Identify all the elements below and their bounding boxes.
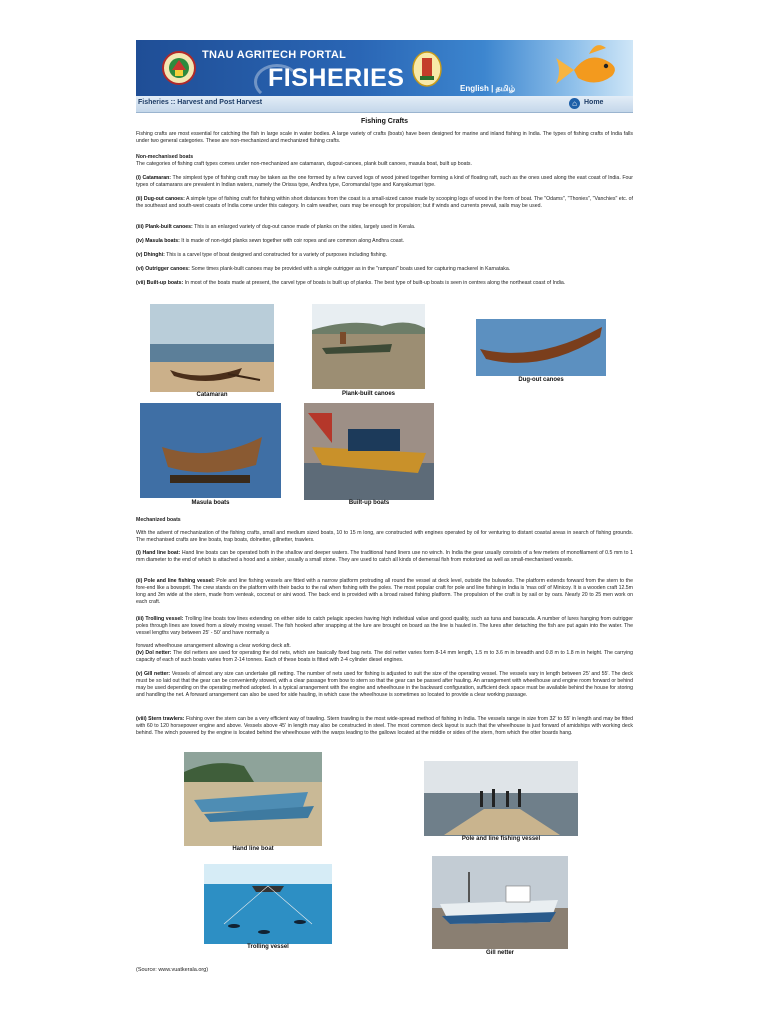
item-text: It is made of non-rigid planks sewn together with coir ropes and are common along Andhra coast.: [179, 238, 405, 244]
caption-hand-line: Hand line boat: [232, 846, 274, 852]
caption-gill-netter: Gill netter: [485, 950, 514, 956]
item-label: (vii) Built-up boats:: [136, 280, 184, 286]
item-text: The simplest type of fishing craft may be taken as the one formed by a few curved logs of wood joined together forming a kind of floating raft, such as the ones used along the east coast of India. Four types of catamarans are prevalent in Indian waters, namely the Orissa type, Andhra type, Coromandal type and Kanyakumari type.: [136, 175, 633, 188]
catamaran-photo: [150, 304, 274, 392]
mech-item: [136, 616, 633, 637]
item-text: In most of the boats made at present, the carvel type of boats is built up of planks. The best type of built-up boats is seen in centres along the northeast coast of India.: [183, 280, 566, 286]
gill-netter-photo: [432, 856, 568, 949]
mech-item: [136, 650, 633, 664]
item-label: (v) Gill netter:: [136, 671, 171, 677]
caption-plank-built: Plank-built canoes: [341, 391, 395, 397]
item-label: (iii) Plank-built canoes:: [136, 224, 193, 230]
item-text: The dol netters are used for operating the dol nets, which are basically fixed bag nets. The dol netter varies form 8-14 mm length, 1.5 m to 3.6 m in breadth and 0.8 m to 1.8 m in height. The carrying capacity of each of such boats varies from 2-14 tonnes. Each of these boats is fitted with 2-4 cylinder diesel engines.: [136, 650, 633, 663]
source-note: (Source: www.vuatkerala.org): [136, 967, 209, 973]
item-text: Vessels of almost any size can undertake gill netting. The number of nets used for fishing is adjusted to suit the size of the operating vessel. The vessels vary in length between 25' and 55'. The deck must be so laid out that the gear can be conveniently stowed, with a clear passage from bow to stern so that the gear can be passed after hauling. An arrangement with wheelhouse and engine room forward or behind may be used depending on the operating method adopted. In a typical arrangement with the engine and wheelhouse in the backward configuration, sufficient deck space must be available behind the house for storing and handling the net. A forward arrangement can also be used for side hauling, in which case the wheelhouse is sometimes so located to provide a clear working passage.: [136, 671, 633, 698]
nonmech-intro: The categories of fishing craft types comes under non-mechanized are catamaran, dugout-canoes, plank built canoes, masula boat, built up boats.: [136, 161, 472, 167]
item-label: (ii) Dug-out canoes:: [136, 196, 185, 202]
nonmech-item: [136, 280, 633, 287]
nonmech-item: [136, 238, 633, 245]
item-label: (iv) Masula boats:: [136, 238, 180, 244]
state-emblem-icon: [412, 50, 442, 88]
item-text: A simple type of fishing craft for fishing within short distances from the coast is a small-sized canoe made by scooping logs of wood in the form of boat. The "Odams", "Thonies", "Vanchies" etc. of the southeast and south-west coasts of India come under this category. In calm weather, oars may be enough for propulsion; but if winds and currents prevail, sails may be used.: [136, 196, 633, 209]
item-label: (i) Hand line boat:: [136, 550, 181, 556]
lang-separator: |: [488, 84, 496, 93]
item-text: This is a carvel type of boat designed and constructed for a variety of purposes including fishing.: [164, 252, 388, 258]
nonmech-item: [136, 175, 633, 189]
trolling-vessel-photo: [204, 864, 332, 944]
nonmech-item: [136, 266, 633, 273]
nonmech-heading: Non-mechanised boats: [136, 154, 194, 160]
dugout-canoe-photo: [476, 319, 606, 376]
masula-boat-photo: [140, 403, 281, 498]
caption-pole-line: Pole and line fishing vessel: [461, 836, 541, 842]
header-banner: [136, 40, 633, 96]
caption-built-up: Built-up boats: [348, 500, 390, 506]
mech-heading: Mechanized boats: [136, 517, 181, 523]
mech-intro: With the advent of mechanization of the fishing crafts, small and medium sized boats, 10 to 15 m long, are constructed with engines operated by oil for venturing to distant coastal areas in search of fishing grounds. The mechanised crafts are line boats, trap boats, dolnetter, gillnetter, trawlers.: [136, 530, 633, 543]
mech-item: [136, 550, 633, 564]
home-icon[interactable]: ⌂: [569, 98, 580, 109]
lang-english-link[interactable]: English: [460, 84, 489, 93]
caption-masula: Masula boats: [191, 500, 230, 506]
item-label: (viii) Stern trawlers:: [136, 716, 185, 722]
caption-catamaran: Catamaran: [196, 392, 228, 398]
plank-canoe-photo: [312, 304, 425, 389]
breadcrumb: Fisheries :: Harvest and Post Harvest: [138, 99, 263, 106]
intro-paragraph: Fishing crafts are most essential for catching the fish in large scale in water bodies. A large variety of crafts (boats) have been designed for marine and inland fishing in India. The types of fishing crafts of India falls under two general categories. These are non-mechanized and mechanized fishing crafts.: [136, 131, 633, 144]
item-label: (v) Dhinghi:: [136, 252, 165, 258]
nonmech-item: [136, 252, 633, 259]
portal-name: TNAU AGRITECH PORTAL: [202, 49, 347, 61]
item-label: (iii) Trolling vessel:: [136, 616, 184, 622]
mech-item: [136, 671, 633, 699]
home-link[interactable]: Home: [584, 99, 604, 106]
breadcrumb-bar: [136, 96, 633, 113]
lang-tamil-link[interactable]: தமிழ்: [495, 84, 516, 93]
item-text: Hand line boats can be operated both in the shallow and deeper waters. The traditional hand liners use no winch. In India the gear usually consists of a few meters of monofilament of 0.5 mm to 1 mm diameter to the end of which is attached a hood and a sinker, usually a small stone. They are used to catch all kinds of demersal fish from motorized as well as small-mechanised vessels.: [136, 550, 633, 563]
item-label: (vi) Outrigger canoes:: [136, 266, 190, 272]
caption-trolling: Trolling vessel: [247, 944, 289, 950]
goldfish-icon: [534, 40, 633, 96]
built-up-boat-photo: [304, 403, 434, 500]
section-title: FISHERIES: [268, 64, 405, 92]
mech-item: [136, 716, 633, 737]
item-text: Some times plank-built canoes may be provided with a single outrigger as in the "rampani" boats used for capturing mackerel in Karnataka.: [189, 266, 511, 272]
mech-continuation: forward wheelhouse arrangement allowing a clear working deck aft.: [136, 643, 291, 649]
pole-line-vessel-photo: [424, 761, 578, 836]
nonmech-item: [136, 196, 633, 210]
item-text: Trolling line boats tow lines extending on either side to catch pelagic species having high individual value and good quality, such as tuna and baracuda. A number of lures hanging from outrigger poles through lines are towed from a slowly moving vessel. The fish hooked after snapping at the lure are brought on board as the line is hauled in. The lures after detaching the fish are put again into the water. The vessel lengths vary between 25' - 50' and have normally a: [136, 616, 633, 636]
language-switch: [460, 84, 515, 94]
mech-item: [136, 578, 633, 606]
caption-dugout: Dug-out canoes: [518, 377, 564, 383]
hand-line-boat-photo: [184, 752, 322, 846]
item-text: Pole and line fishing vessels are fitted with a narrow platform protruding all round the vessel at deck level, outside the bulwarks. The platform extends forward from the stern to the fore-end like a bowsprit. The crew stands on the platform with their backs to the rail when fishing with the poles. The most popular craft for pole and line fishing in India is 'mas odi' of Minicoy. It is a wooden craft 12.5m long and 3m wide at the stern, made from venteak, coconut or aini wood. The back end is provided with a broad raised fishing platform. The propulsion of the craft is by sail or by oars. Nearly 20 to 25 men work on each craft.: [136, 578, 633, 605]
nonmech-item: [136, 224, 633, 231]
item-text: Fishing over the stern can be a very efficient way of trawling. Stern trawling is the most wide-spread method of fishing in India. The vessels range in size from 32' to 55' in length and may be fitted with 60 to 120 horsepower engine and above. Vessels above 45' in length may also be constructed in steel. The most common deck layout is such that the wheelhouse is just forward of amidships with working deck behind. The winch powered by the engine is located behind the wheelhouse with the warps leading to the gallows located at the middle or sides of the stern, from which the otter boards hang.: [136, 716, 633, 736]
tnau-emblem-icon: [162, 49, 196, 87]
item-label: (ii) Pole and line fishing vessel:: [136, 578, 215, 584]
item-text: This is an enlarged variety of dug-out canoe made of planks on the sides, largely used in Kerala.: [192, 224, 416, 230]
page-title: Fishing Crafts: [360, 118, 409, 125]
item-label: (iv) Dol netter:: [136, 650, 172, 656]
item-label: (i) Catamaran:: [136, 175, 171, 181]
